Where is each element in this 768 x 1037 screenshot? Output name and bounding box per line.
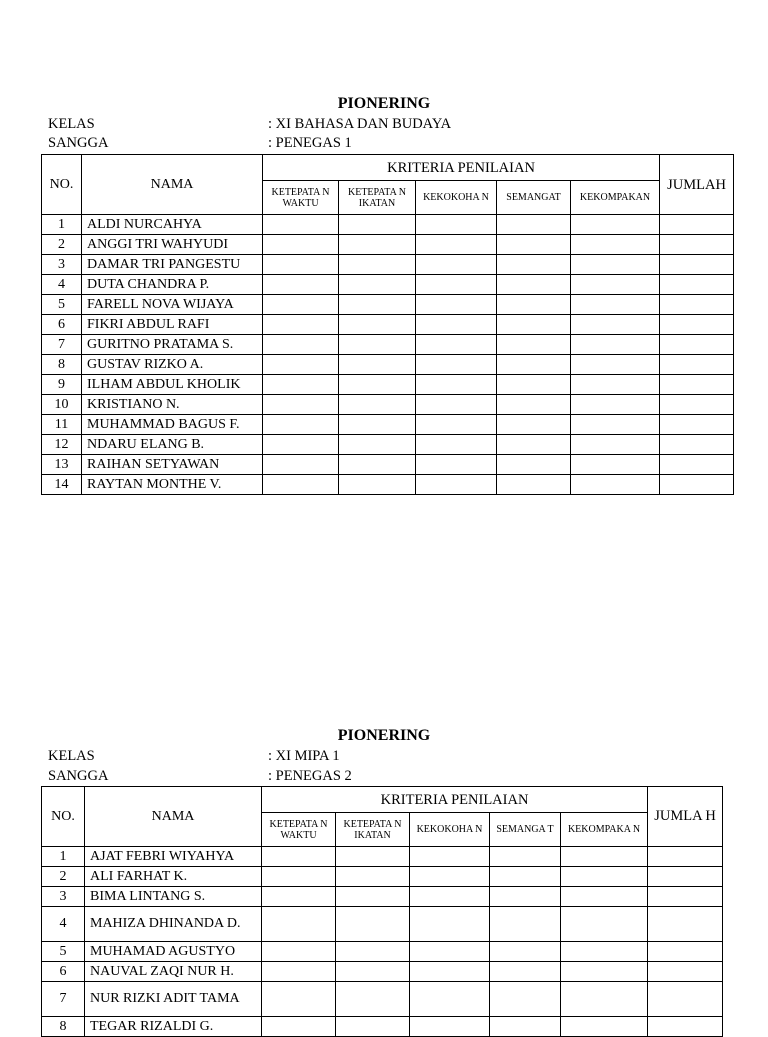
table-row: [42, 375, 734, 395]
score-semangat[interactable]: [497, 235, 571, 255]
student-name: BIMA LINTANG S.: [85, 887, 262, 907]
score-jumlah[interactable]: [660, 375, 734, 395]
score-jumlah[interactable]: [660, 395, 734, 415]
header-ketepatan-ikatan: KETEPATA N IKATAN: [339, 181, 416, 215]
score-semangat[interactable]: [497, 375, 571, 395]
row-number: 3: [42, 255, 82, 275]
score-jumlah[interactable]: [648, 887, 723, 907]
score-ketepatan-waktu[interactable]: [263, 375, 339, 395]
score-semangat[interactable]: [497, 435, 571, 455]
score-kekokohan[interactable]: [416, 375, 497, 395]
table-row: [42, 355, 734, 375]
score-kekokohan[interactable]: [416, 215, 497, 235]
score-ketepatan-ikatan[interactable]: [339, 455, 416, 475]
student-name: MUHAMMAD BAGUS F.: [82, 415, 263, 435]
row-number: 11: [42, 415, 82, 435]
kelas-value: : XI MIPA 1: [268, 748, 340, 764]
assessment-table: [41, 154, 734, 495]
score-kekompakan[interactable]: [571, 435, 660, 455]
score-ketepatan-ikatan[interactable]: [336, 847, 410, 867]
student-name: MAHIZA DHINANDA D.: [85, 907, 262, 942]
header-kekompakan: KEKOMPAKA N: [561, 813, 648, 847]
score-kekokohan[interactable]: [410, 1017, 490, 1037]
student-name: NAUVAL ZAQI NUR H.: [85, 962, 262, 982]
score-ketepatan-waktu[interactable]: [263, 255, 339, 275]
header-semangat: SEMANGAT: [497, 181, 571, 215]
score-ketepatan-waktu[interactable]: [263, 335, 339, 355]
score-ketepatan-waktu[interactable]: [263, 455, 339, 475]
score-ketepatan-waktu[interactable]: [262, 907, 336, 942]
score-jumlah[interactable]: [648, 982, 723, 1017]
table-row: [42, 395, 734, 415]
student-name: RAIHAN SETYAWAN: [82, 455, 263, 475]
score-ketepatan-waktu[interactable]: [263, 275, 339, 295]
score-semangat[interactable]: [490, 867, 561, 887]
score-kekokohan[interactable]: [416, 255, 497, 275]
row-number: 4: [42, 907, 85, 942]
student-name: RAYTAN MONTHE V.: [82, 475, 263, 495]
score-ketepatan-waktu[interactable]: [262, 1017, 336, 1037]
score-semangat[interactable]: [497, 275, 571, 295]
assessment-table: [41, 786, 723, 1037]
kelas-label: KELAS: [48, 116, 95, 132]
student-name: ILHAM ABDUL KHOLIK: [82, 375, 263, 395]
student-name: MUHAMAD AGUSTYO: [85, 942, 262, 962]
score-ketepatan-waktu[interactable]: [263, 435, 339, 455]
score-ketepatan-waktu[interactable]: [262, 942, 336, 962]
score-semangat[interactable]: [490, 982, 561, 1017]
score-ketepatan-ikatan[interactable]: [339, 315, 416, 335]
student-name: FIKRI ABDUL RAFI: [82, 315, 263, 335]
score-kekokohan[interactable]: [410, 982, 490, 1017]
score-jumlah[interactable]: [660, 455, 734, 475]
row-number: 2: [42, 867, 85, 887]
score-jumlah[interactable]: [660, 295, 734, 315]
score-semangat[interactable]: [497, 255, 571, 275]
row-number: 2: [42, 235, 82, 255]
score-ketepatan-ikatan[interactable]: [339, 375, 416, 395]
sangga-value: : PENEGAS 1: [268, 135, 352, 151]
score-ketepatan-ikatan[interactable]: [339, 335, 416, 355]
score-ketepatan-waktu[interactable]: [262, 867, 336, 887]
header-kekokohan: KEKOKOHA N: [416, 181, 497, 215]
score-kekompakan[interactable]: [571, 295, 660, 315]
score-ketepatan-ikatan[interactable]: [336, 907, 410, 942]
score-ketepatan-ikatan[interactable]: [339, 215, 416, 235]
table-row: [42, 335, 734, 355]
score-ketepatan-ikatan[interactable]: [339, 395, 416, 415]
score-ketepatan-waktu[interactable]: [263, 295, 339, 315]
score-ketepatan-waktu[interactable]: [262, 982, 336, 1017]
score-semangat[interactable]: [497, 295, 571, 315]
score-jumlah[interactable]: [660, 415, 734, 435]
score-kekompakan[interactable]: [561, 907, 648, 942]
table-row: [42, 847, 723, 867]
score-kekompakan[interactable]: [561, 1017, 648, 1037]
score-ketepatan-waktu[interactable]: [263, 235, 339, 255]
score-ketepatan-ikatan[interactable]: [336, 962, 410, 982]
table-row: [42, 962, 723, 982]
header-no: NO.: [42, 787, 85, 847]
score-kekokohan[interactable]: [410, 847, 490, 867]
header-ketepatan-waktu: KETEPATA N WAKTU: [263, 181, 339, 215]
table-row: [42, 887, 723, 907]
score-semangat[interactable]: [490, 962, 561, 982]
score-semangat[interactable]: [490, 887, 561, 907]
row-number: 5: [42, 295, 82, 315]
score-kekompakan[interactable]: [571, 415, 660, 435]
score-jumlah[interactable]: [660, 275, 734, 295]
score-jumlah[interactable]: [660, 335, 734, 355]
score-semangat[interactable]: [497, 215, 571, 235]
table-row: [42, 255, 734, 275]
score-ketepatan-ikatan[interactable]: [339, 295, 416, 315]
score-kekompakan[interactable]: [571, 275, 660, 295]
student-name: ALDI NURCAHYA: [82, 215, 263, 235]
student-name: FARELL NOVA WIJAYA: [82, 295, 263, 315]
row-number: 5: [42, 942, 85, 962]
score-kekokohan[interactable]: [416, 455, 497, 475]
student-name: GUSTAV RIZKO A.: [82, 355, 263, 375]
score-kekokohan[interactable]: [410, 867, 490, 887]
header-ketepatan-ikatan: KETEPATA N IKATAN: [336, 813, 410, 847]
score-kekompakan[interactable]: [571, 235, 660, 255]
table-row: [42, 942, 723, 962]
score-ketepatan-waktu[interactable]: [263, 415, 339, 435]
table-row: [42, 295, 734, 315]
score-kekokohan[interactable]: [410, 942, 490, 962]
row-number: 3: [42, 887, 85, 907]
table-row: [42, 435, 734, 455]
row-number: 8: [42, 1017, 85, 1037]
score-semangat[interactable]: [497, 415, 571, 435]
row-number: 7: [42, 982, 85, 1017]
score-ketepatan-ikatan[interactable]: [336, 867, 410, 887]
score-kekompakan[interactable]: [561, 887, 648, 907]
score-kekokohan[interactable]: [416, 475, 497, 495]
header-jumlah: JUMLAH: [660, 155, 734, 215]
score-ketepatan-waktu[interactable]: [263, 395, 339, 415]
table-row: [42, 867, 723, 887]
score-semangat[interactable]: [490, 942, 561, 962]
score-ketepatan-ikatan[interactable]: [339, 255, 416, 275]
score-jumlah[interactable]: [648, 942, 723, 962]
score-ketepatan-waktu[interactable]: [263, 315, 339, 335]
score-semangat[interactable]: [497, 395, 571, 415]
table-row: [42, 415, 734, 435]
score-ketepatan-ikatan[interactable]: [339, 355, 416, 375]
score-semangat[interactable]: [497, 335, 571, 355]
student-name: TEGAR RIZALDI G.: [85, 1017, 262, 1037]
score-jumlah[interactable]: [648, 867, 723, 887]
score-jumlah[interactable]: [660, 315, 734, 335]
score-jumlah[interactable]: [660, 215, 734, 235]
row-number: 10: [42, 395, 82, 415]
score-kekompakan[interactable]: [561, 867, 648, 887]
score-kekompakan[interactable]: [571, 315, 660, 335]
row-number: 8: [42, 355, 82, 375]
student-name: ALI FARHAT K.: [85, 867, 262, 887]
score-kekompakan[interactable]: [571, 215, 660, 235]
score-jumlah[interactable]: [648, 907, 723, 942]
header-nama: NAMA: [85, 787, 262, 847]
score-semangat[interactable]: [490, 907, 561, 942]
score-ketepatan-waktu[interactable]: [262, 962, 336, 982]
student-name: DAMAR TRI PANGESTU: [82, 255, 263, 275]
row-number: 4: [42, 275, 82, 295]
student-name: ANGGI TRI WAHYUDI: [82, 235, 263, 255]
row-number: 1: [42, 847, 85, 867]
score-semangat[interactable]: [497, 475, 571, 495]
row-number: 6: [42, 962, 85, 982]
table-row: [42, 455, 734, 475]
score-ketepatan-ikatan[interactable]: [336, 887, 410, 907]
table-row: [42, 315, 734, 335]
score-kekompakan[interactable]: [571, 475, 660, 495]
score-kekompakan[interactable]: [571, 395, 660, 415]
score-kekokohan[interactable]: [410, 887, 490, 907]
score-jumlah[interactable]: [660, 475, 734, 495]
score-kekompakan[interactable]: [561, 982, 648, 1017]
score-semangat[interactable]: [490, 847, 561, 867]
header-kekompakan: KEKOMPAKAN: [571, 181, 660, 215]
score-ketepatan-ikatan[interactable]: [339, 415, 416, 435]
student-name: DUTA CHANDRA P.: [82, 275, 263, 295]
header-jumlah: JUMLA H: [648, 787, 723, 847]
header-kriteria: KRITERIA PENILAIAN: [263, 155, 660, 181]
sheet-title: PIONERING: [337, 95, 431, 112]
row-number: 13: [42, 455, 82, 475]
kelas-value: : XI BAHASA DAN BUDAYA: [268, 116, 452, 132]
score-kekompakan[interactable]: [571, 355, 660, 375]
score-semangat[interactable]: [490, 1017, 561, 1037]
header-no: NO.: [42, 155, 82, 215]
score-ketepatan-ikatan[interactable]: [336, 982, 410, 1017]
table-row: [42, 275, 734, 295]
score-kekokohan[interactable]: [410, 962, 490, 982]
score-jumlah[interactable]: [660, 355, 734, 375]
row-number: 12: [42, 435, 82, 455]
row-number: 1: [42, 215, 82, 235]
sangga-label: SANGGA: [48, 768, 109, 784]
score-semangat[interactable]: [497, 315, 571, 335]
score-ketepatan-waktu[interactable]: [263, 215, 339, 235]
score-jumlah[interactable]: [660, 235, 734, 255]
header-ketepatan-waktu: KETEPATA N WAKTU: [262, 813, 336, 847]
score-jumlah[interactable]: [660, 435, 734, 455]
score-kekompakan[interactable]: [571, 375, 660, 395]
row-number: 7: [42, 335, 82, 355]
score-ketepatan-ikatan[interactable]: [339, 235, 416, 255]
kelas-label: KELAS: [48, 748, 95, 764]
score-kekokohan[interactable]: [416, 355, 497, 375]
score-kekokohan[interactable]: [416, 275, 497, 295]
score-kekompakan[interactable]: [571, 455, 660, 475]
score-kekokohan[interactable]: [416, 435, 497, 455]
score-kekokohan[interactable]: [416, 415, 497, 435]
score-kekompakan[interactable]: [561, 942, 648, 962]
row-number: 14: [42, 475, 82, 495]
score-kekokohan[interactable]: [416, 295, 497, 315]
student-name: KRISTIANO N.: [82, 395, 263, 415]
score-kekompakan[interactable]: [561, 847, 648, 867]
student-name: NUR RIZKI ADIT TAMA: [85, 982, 262, 1017]
score-kekompakan[interactable]: [571, 335, 660, 355]
student-name: AJAT FEBRI WIYAHYA: [85, 847, 262, 867]
score-kekokohan[interactable]: [416, 315, 497, 335]
header-kekokohan: KEKOKOHA N: [410, 813, 490, 847]
table-row: [42, 982, 723, 1017]
sangga-value: : PENEGAS 2: [268, 768, 352, 784]
table-row: [42, 1017, 723, 1037]
header-semangat: SEMANGA T: [490, 813, 561, 847]
score-jumlah[interactable]: [648, 1017, 723, 1037]
score-kekokohan[interactable]: [416, 335, 497, 355]
sangga-label: SANGGA: [48, 135, 109, 151]
score-kekompakan[interactable]: [571, 255, 660, 275]
header-kriteria: KRITERIA PENILAIAN: [262, 787, 648, 813]
score-semangat[interactable]: [497, 355, 571, 375]
score-ketepatan-waktu[interactable]: [262, 887, 336, 907]
score-ketepatan-ikatan[interactable]: [339, 475, 416, 495]
score-ketepatan-ikatan[interactable]: [336, 942, 410, 962]
score-ketepatan-waktu[interactable]: [263, 355, 339, 375]
table-row: [42, 475, 734, 495]
score-ketepatan-ikatan[interactable]: [339, 275, 416, 295]
sheet-title: PIONERING: [337, 727, 431, 744]
score-semangat[interactable]: [497, 455, 571, 475]
score-ketepatan-ikatan[interactable]: [339, 435, 416, 455]
score-kekokohan[interactable]: [416, 395, 497, 415]
score-jumlah[interactable]: [660, 255, 734, 275]
score-ketepatan-ikatan[interactable]: [336, 1017, 410, 1037]
score-kekompakan[interactable]: [561, 962, 648, 982]
row-number: 9: [42, 375, 82, 395]
score-jumlah[interactable]: [648, 962, 723, 982]
score-kekokohan[interactable]: [416, 235, 497, 255]
score-ketepatan-waktu[interactable]: [263, 475, 339, 495]
student-name: NDARU ELANG B.: [82, 435, 263, 455]
table-row: [42, 235, 734, 255]
table-row: [42, 215, 734, 235]
score-ketepatan-waktu[interactable]: [262, 847, 336, 867]
header-nama: NAMA: [82, 155, 263, 215]
score-kekokohan[interactable]: [410, 907, 490, 942]
score-jumlah[interactable]: [648, 847, 723, 867]
student-name: GURITNO PRATAMA S.: [82, 335, 263, 355]
row-number: 6: [42, 315, 82, 335]
table-row: [42, 907, 723, 942]
